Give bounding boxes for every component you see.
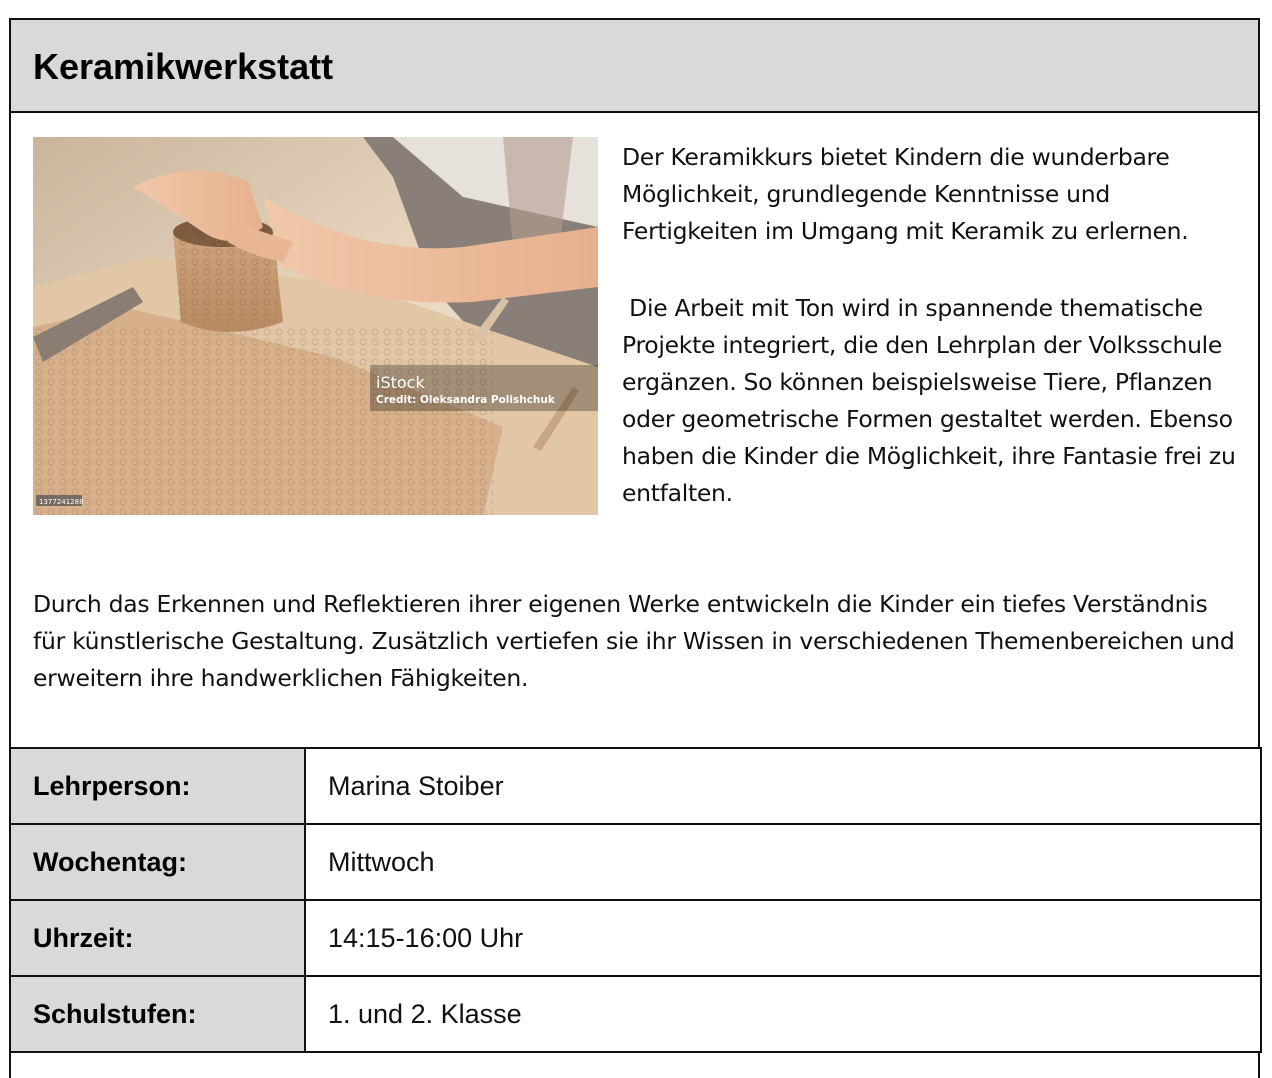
course-details-table <box>9 747 1262 1053</box>
time-label: Uhrzeit: <box>10 900 305 976</box>
grade-level-value: 1. und 2. Klasse <box>305 976 1261 1052</box>
title-bar <box>11 20 1258 113</box>
table-row <box>10 900 1261 976</box>
grade-level-label: Schulstufen: <box>10 976 305 1052</box>
stock-id: 1377241288 <box>39 498 84 506</box>
table-row <box>10 976 1261 1052</box>
course-sheet <box>9 18 1260 1078</box>
projects-paragraph: Die Arbeit mit Ton wird in spannende thematische Projekte integriert, die den Lehrplan der Volksschule ergänzen. So können beispielsweise Tiere, Pflanzen oder geometrische Formen gestaltet werden. Ebenso haben die Kinder die Möglichkeit, ihre Fantasie frei zu entfalten. <box>622 294 1243 507</box>
weekday-label: Wochentag: <box>10 824 305 900</box>
time-value: 14:15-16:00 Uhr <box>305 900 1261 976</box>
table-row <box>10 748 1261 824</box>
watermark-brand: iStock <box>376 373 425 392</box>
teacher-value: Marina Stoiber <box>305 748 1261 824</box>
teacher-label: Lehrperson: <box>10 748 305 824</box>
table-row <box>10 824 1261 900</box>
weekday-value: Mittwoch <box>305 824 1261 900</box>
watermark-credit: Credit: Oleksandra Polishchuk <box>376 394 555 406</box>
reflection-paragraph: Durch das Erkennen und Reflektieren ihrer eigenen Werke entwickeln die Kinder ein tiefes Verständnis für künstlerische Gestaltung. Zusätzlich vertiefen sie ihr Wissen in verschiedenen Themenbereichen und erweitern ihre handwerklichen Fähigkeiten. <box>33 590 1235 692</box>
course-photo <box>33 137 598 515</box>
intro-paragraph: Der Keramikkurs bietet Kindern die wunderbare Möglichkeit, grundlegende Kenntnisse und Fertigkeiten im Umgang mit Keramik zu erlernen. <box>622 143 1189 245</box>
page-title: Keramikwerkstatt <box>33 46 334 87</box>
